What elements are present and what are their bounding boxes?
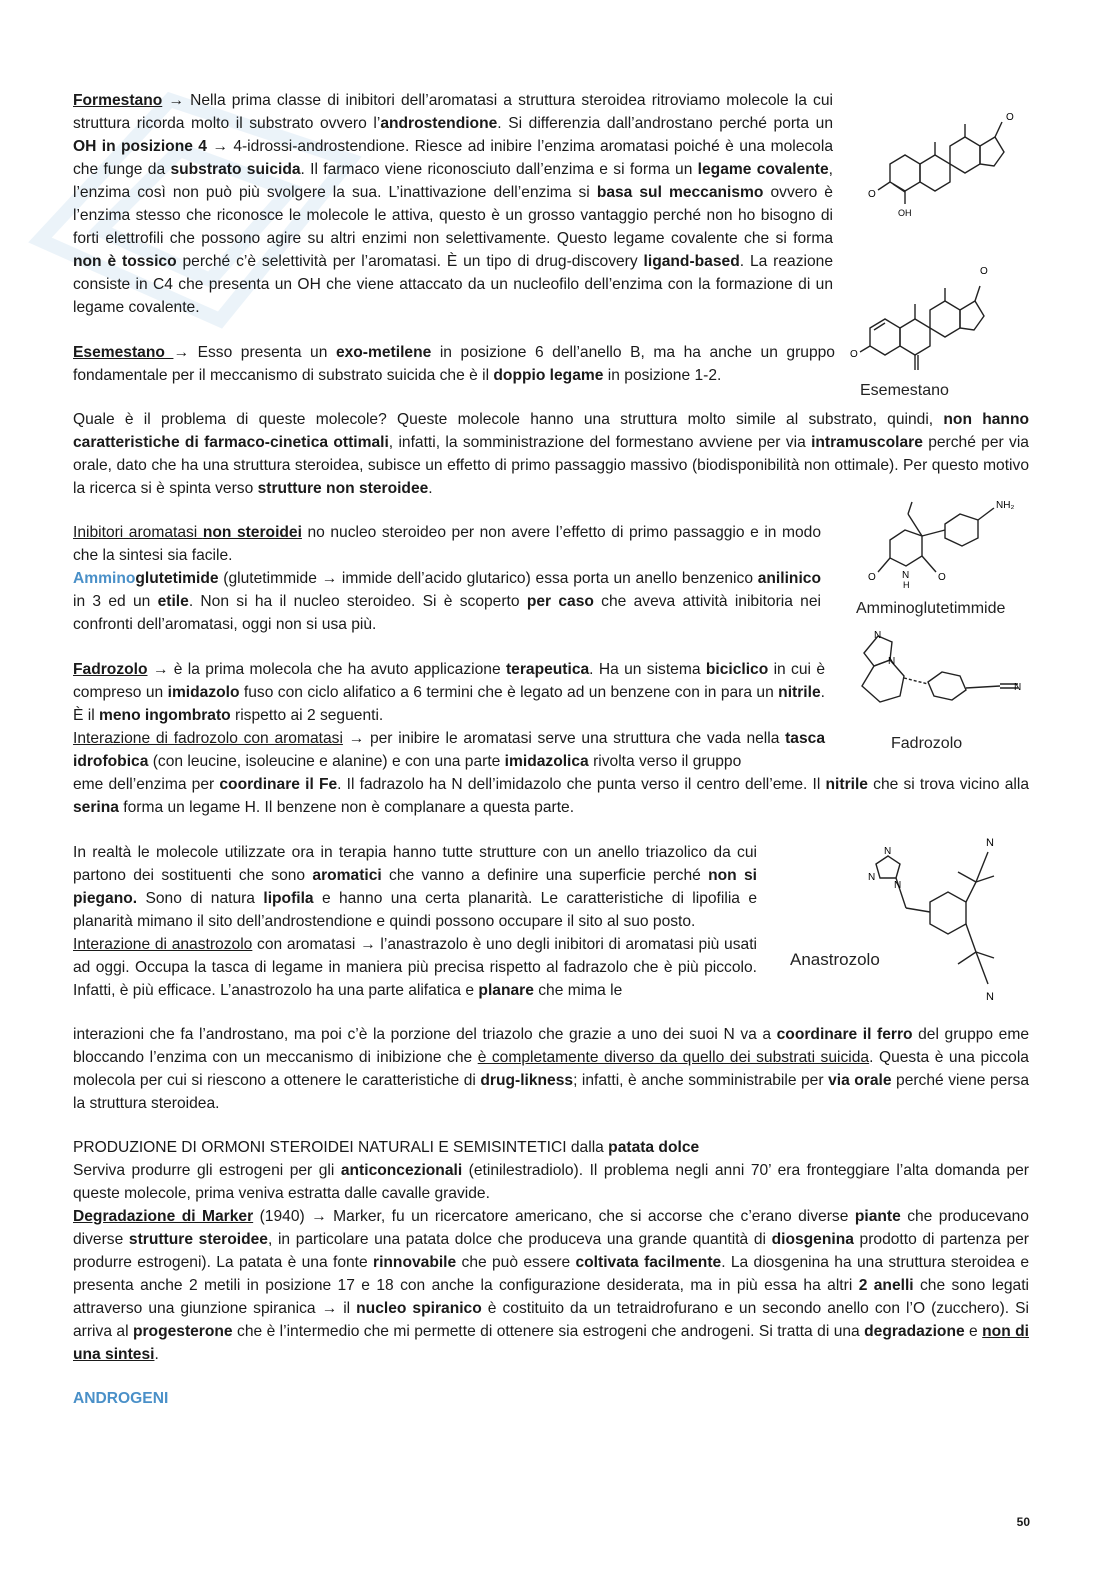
fadrozolo-n2-label: N	[888, 656, 896, 667]
formestano-o2-label: O	[868, 189, 876, 200]
triazole-n3-label: N	[894, 880, 902, 891]
figure-fadrozolo	[850, 628, 1030, 713]
formestano-o-label: O	[1006, 112, 1014, 123]
section-heading-androgeni: ANDROGENI	[73, 1390, 169, 1407]
paragraph-non-steroidei: Inibitori aromatasi non steroidei no nucleo steroideo per non avere l’effetto di primo passaggio e in modo che la sintesi sia facile. Amminoglutetimide (glutetimmide → immide dell’acido glutarico) essa porta un anello benzenico anilinico in 3 ed un etile. Non si ha il nucleo steroideo. Si è scoperto per caso che aveva attività inibitoria nei confronti dell’aromatasi, oggi non si usa più.	[73, 524, 822, 633]
formestano-oh-label: OH	[898, 208, 912, 218]
amino-h-label: H	[903, 580, 910, 590]
esemestano-o2-label: O	[850, 349, 858, 360]
paragraph-produzione: PRODUZIONE DI ORMONI STEROIDEI NATURALI E SEMISINTETICI dalla patata dolce Serviva produrre gli estrogeni per gli anticoncezionali (etinilestradiolo). Il problema negli anni 70’ era fronteggiare l’alta domanda per queste molecole, prima veniva estratta dalle cavalle gravide. Degradazione di Marker (1940) → Marker, fu un ricercatore americano, che si accorse che c’erano diverse piante che producevano diverse strutture steroidee, in particolare una patata dolce che produceva una grande quantità di diosgenina prodotto di partenza per produrre estrogeni). La patata è una fonte rinnovabile che può essere coltivata facilmente. La diosgenina ha una struttura steroidea e presenta anche 2 metili in posizione 17 e 18 con anche la configurazione desiderata, ma in più essa ha altri 2 anelli che sono legati attraverso una giunzione spiranica → il nucleo spiranico è costituito da un tetraidrofurano e un secondo anello con l’O (zucchero). Si arriva al progesterone che è l’intermedio che mi permette di ottenere sia estrogeni che androgeni. Si tratta di una degradazione e non di una sintesi.	[73, 1139, 1030, 1363]
triazole-n1-label: N	[884, 846, 892, 857]
paragraph-esemestano: Esemestano → Esso presenta un exo-metilene in posizione 6 dell’anello B, ma ha anche un gruppo fondamentale per il meccanismo di substrato suicida che è il doppio legame in posizione 1-2.	[73, 344, 835, 384]
figure-esemestano	[848, 258, 1008, 373]
amino-n-label: N	[902, 570, 910, 581]
figure-amminoglutetimmide	[860, 492, 1030, 592]
esemestano-o-label: O	[980, 266, 988, 277]
fadrozolo-n3-label: N	[1014, 682, 1022, 693]
term-formestano: Formestano	[73, 92, 163, 109]
figure-formestano	[860, 104, 1020, 234]
anastrozolo-n-bottom-label: N	[986, 991, 994, 1003]
anastrozolo-n-top-label: N	[986, 837, 994, 849]
paragraph-problem: Quale è il problema di queste molecole? Queste molecole hanno una struttura molto simile al substrato, quindi, non hanno caratteristiche di farmaco-cinetica ottimali, infatti, la somministrazione del formestano avviene per via intramuscolare perché per via orale, dato che ha una struttura steroidea, subisce un effetto di primo passaggio massivo (biodisponibilità non ottimale). Per questo motivo la ricerca si è spinta verso strutture non steroidee.	[73, 411, 1029, 497]
page-number: 50	[1016, 1515, 1030, 1529]
triazole-n2-label: N	[868, 872, 876, 883]
term-esemestano: Esemestano	[73, 344, 174, 361]
caption-anastrozolo: Anastrozolo	[790, 950, 880, 969]
caption-fadrozolo: Fadrozolo	[891, 735, 963, 752]
amino-o1-label: O	[868, 572, 876, 583]
term-fadrozolo: Fadrozolo	[73, 661, 148, 678]
fadrozolo-n1-label: N	[874, 630, 882, 641]
caption-esemestano: Esemestano	[860, 382, 949, 399]
nh2-label: NH₂	[996, 500, 1015, 511]
caption-amminoglutetimmide: Amminoglutetimmide	[856, 600, 1006, 617]
term-degradazione-marker: Degradazione di Marker	[73, 1208, 254, 1225]
amino-o2-label: O	[938, 572, 946, 583]
paragraph-formestano: Formestano → Nella prima classe di inibitori dell’aromatasi a struttura steroidea ritroviamo molecole la cui struttura ricorda molto il substrato ovvero l’androstendione. Si differenzia dall’androstano perché porta un OH in posizione 4 → 4-idrossi-androstendione. Riesce ad inibire l’enzima aromatasi poiché è una molecola che funge da substrato suicida. Il farmaco viene riconosciuto dall’enzima e si forma un legame covalente, l’enzima così non può più svolgere la sua. L’inattivazione dell’enzima si basa sul meccanismo ovvero è l’enzima stesso che riconosce le molecole le attiva, questo è un grosso vantaggio perché non ho bisogno di forti elettrofili che possono agire su altri enzimi non selettivamente. Questo legame covalente che si forma non è tossico perché c’è selettività per l’aromatasi. È un tipo di drug-discovery ligand-based. La reazione consiste in C4 che presenta un OH che viene attaccato da un nucleofilo dell’enzima con la formazione di un legame covalente.	[73, 92, 833, 316]
paragraph-fadrozolo-cont: eme dell’enzima per coordinare il Fe. Il fadrazolo ha N dell’imidazolo che punta verso il centro dell’eme. Il nitrile che si trova vicino alla serina forma un legame H. Il benzene non è complanare a questa parte.	[73, 776, 1029, 816]
figure-anastrozolo	[788, 832, 1018, 1007]
paragraph-triazoli: In realtà le molecole utilizzate ora in terapia hanno tutte strutture con un anello triazolico da cui partono dei sostituenti che sono aromatici che vanno a definire una superficie perché non si piegano. Sono di natura lipofila e hanno una certa planarità. Le caratteristiche di lipofilia e planarità mimano il sito dell’androstendione e quindi possono occupare il sito al suo posto. Interazione di anastrozolo con aromatasi → l’anastrazolo è uno degli inibitori di aromatasi più usati ad oggi. Occupa la tasca di legame in maniera più precisa rispetto al fadrazolo che è più piccolo. Infatti, è più efficace. L’anastrozolo ha una parte alifatica e planare che mima le	[73, 844, 757, 999]
paragraph-fadrozolo: Fadrozolo → è la prima molecola che ha avuto applicazione terapeutica. Ha un sistema biciclico in cui è compreso un imidazolo fuso con ciclo alifatico a 6 termini che è legato ad un benzene con in para un nitrile. È il meno ingombrato rispetto ai 2 seguenti. Interazione di fadrozolo con aromatasi → per inibire le aromatasi serve una struttura che vada nella tasca idrofobica (con leucine, isoleucine e alanine) e con una parte imidazolica rivolta verso il gruppo	[73, 661, 825, 770]
paragraph-anastrozolo-cont: interazioni che fa l’androstano, ma poi c’è la porzione del triazolo che grazie a uno dei suoi N va a coordinare il ferro del gruppo eme bloccando l’enzima con un meccanismo di inibizione che è completamente diverso da quello dei substrati suicida. Questa è una piccola molecola per cui si riescono a ottenere le caratteristiche di drug-likness; infatti, è anche somministrabile per via orale perché viene persa la struttura steroidea.	[73, 1026, 1029, 1112]
